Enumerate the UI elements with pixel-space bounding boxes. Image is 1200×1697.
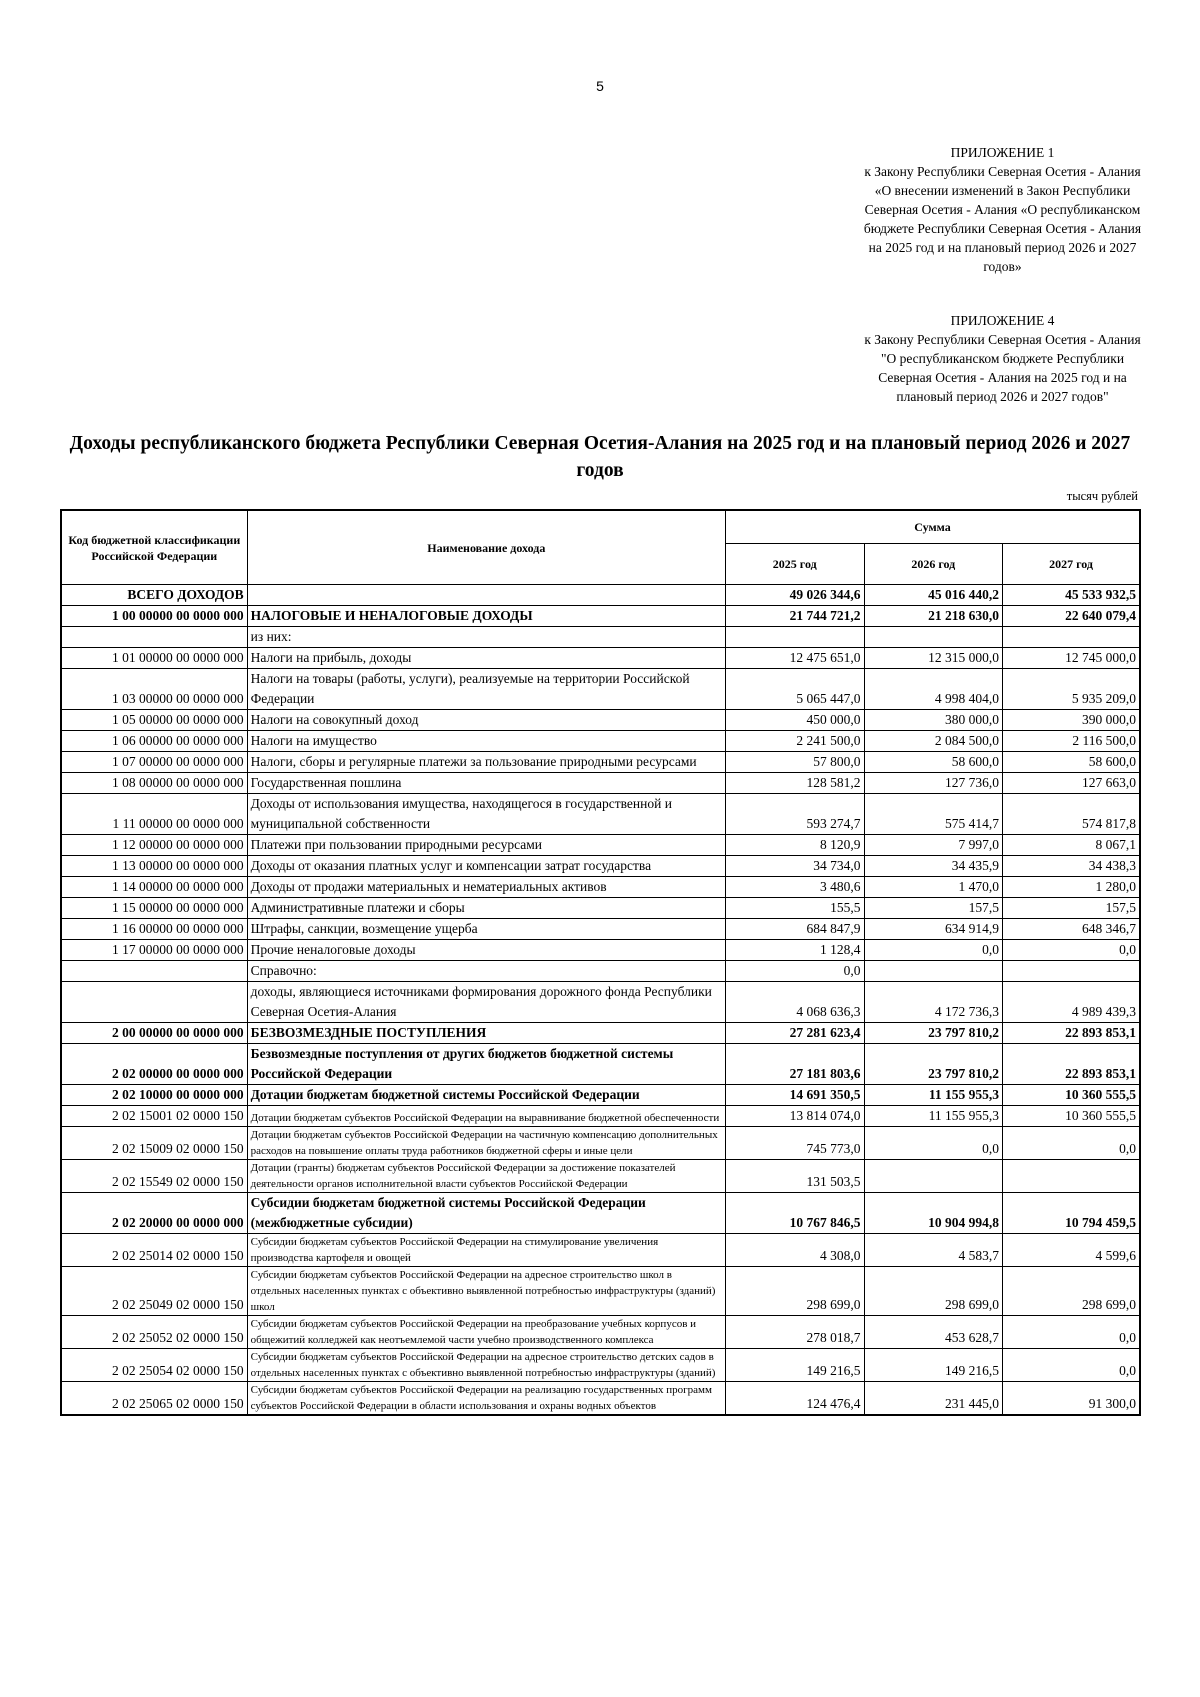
row-value-2026: 127 736,0 [864,773,1003,794]
row-value-2025: 27 181 803,6 [725,1044,864,1085]
table-row [61,648,1140,669]
row-value-2025: 12 475 651,0 [725,648,864,669]
table-row [61,731,1140,752]
table-row [61,669,1140,710]
row-code: 1 11 00000 00 0000 000 [61,794,247,835]
row-name: Налоги на совокупный доход [247,710,725,731]
row-name: Государственная пошлина [247,773,725,794]
row-code: ВСЕГО ДОХОДОВ [61,585,247,606]
row-name: Доходы от продажи материальных и нематериальных активов [247,877,725,898]
row-value-2025: 149 216,5 [725,1349,864,1382]
table-row [61,856,1140,877]
units-label: тысяч рублей [1066,489,1138,503]
row-value-2025: 684 847,9 [725,919,864,940]
row-name: НАЛОГОВЫЕ И НЕНАЛОГОВЫЕ ДОХОДЫ [247,606,725,627]
row-name: Дотации бюджетам субъектов Российской Федерации на частичную компенсацию дополнительных расходов на повышение оплаты труда работников бюджетной сферы и иные цели [247,1127,725,1160]
row-value-2027: 0,0 [1003,1127,1140,1160]
row-name: Налоги на имущество [247,731,725,752]
row-value-2025: 5 065 447,0 [725,669,864,710]
row-value-2026 [864,961,1003,982]
header-2025: 2025 год [725,544,864,585]
row-name: из них: [247,627,725,648]
row-value-2025: 450 000,0 [725,710,864,731]
row-name: БЕЗВОЗМЕЗДНЫЕ ПОСТУПЛЕНИЯ [247,1023,725,1044]
appendix-1-block [860,143,1145,276]
row-name: Прочие неналоговые доходы [247,940,725,961]
row-value-2027: 22 640 079,4 [1003,606,1140,627]
row-name: Субсидии бюджетам бюджетной системы Российской Федерации (межбюджетные субсидии) [247,1193,725,1234]
row-name: Доходы от использования имущества, находящегося в государственной и муниципальной собственности [247,794,725,835]
row-code: 2 02 15549 02 0000 150 [61,1160,247,1193]
row-code: 1 16 00000 00 0000 000 [61,919,247,940]
row-value-2025 [725,627,864,648]
table-row [61,1085,1140,1106]
row-code: 1 15 00000 00 0000 000 [61,898,247,919]
row-code: 1 14 00000 00 0000 000 [61,877,247,898]
row-value-2027: 574 817,8 [1003,794,1140,835]
table-row [61,961,1140,982]
appendix-1-text: к Закону Республики Северная Осетия - Алания «О внесении изменений в Закон Республики Северная Осетия - Алания «О республиканском бюджете Республики Северная Осетия - Алания на 2025 год и на плановый период 2026 и 2027 годов» [863,164,1142,274]
table-row [61,1349,1140,1382]
row-name: Административные платежи и сборы [247,898,725,919]
row-name [247,585,725,606]
row-value-2026: 380 000,0 [864,710,1003,731]
table-row [61,835,1140,856]
row-code: 2 02 00000 00 0000 000 [61,1044,247,1085]
row-value-2026: 2 084 500,0 [864,731,1003,752]
row-value-2026: 634 914,9 [864,919,1003,940]
row-value-2025: 27 281 623,4 [725,1023,864,1044]
table-row [61,606,1140,627]
table-row [61,877,1140,898]
table-row [61,1267,1140,1316]
row-code: 1 12 00000 00 0000 000 [61,835,247,856]
row-value-2027: 0,0 [1003,1349,1140,1382]
table-row [61,1106,1140,1127]
row-value-2025: 4 068 636,3 [725,982,864,1023]
row-value-2026 [864,627,1003,648]
row-value-2026: 298 699,0 [864,1267,1003,1316]
table-row [61,898,1140,919]
row-value-2025: 10 767 846,5 [725,1193,864,1234]
row-code: 2 00 00000 00 0000 000 [61,1023,247,1044]
table-row [61,1023,1140,1044]
row-value-2027: 10 360 555,5 [1003,1085,1140,1106]
appendix-1-heading: ПРИЛОЖЕНИЕ 1 [950,145,1055,160]
row-value-2025: 4 308,0 [725,1234,864,1267]
header-2027: 2027 год [1003,544,1140,585]
table-row [61,1160,1140,1193]
row-value-2027: 10 794 459,5 [1003,1193,1140,1234]
row-code [61,627,247,648]
row-value-2027: 12 745 000,0 [1003,648,1140,669]
row-value-2025: 2 241 500,0 [725,731,864,752]
table-row [61,710,1140,731]
row-code [61,982,247,1023]
row-value-2026: 4 998 404,0 [864,669,1003,710]
row-value-2027: 298 699,0 [1003,1267,1140,1316]
row-value-2025: 3 480,6 [725,877,864,898]
row-value-2027: 22 893 853,1 [1003,1023,1140,1044]
row-name: Субсидии бюджетам субъектов Российской Федерации на адресное строительство детских садов в отдельных населенных пунктах с объективно выявленной потребностью инфраструктуры (зданий) [247,1349,725,1382]
row-value-2027 [1003,1160,1140,1193]
row-value-2027: 8 067,1 [1003,835,1140,856]
row-value-2026: 0,0 [864,940,1003,961]
appendix-4-block [860,311,1145,406]
row-value-2025: 745 773,0 [725,1127,864,1160]
row-value-2027: 0,0 [1003,940,1140,961]
row-name: Субсидии бюджетам субъектов Российской Федерации на адресное строительство школ в отдельных населенных пунктах с объективно выявленной потребностью инфраструктуры (зданий) школ [247,1267,725,1316]
row-value-2026: 7 997,0 [864,835,1003,856]
row-code: 1 13 00000 00 0000 000 [61,856,247,877]
row-value-2025: 8 120,9 [725,835,864,856]
row-name: Налоги на прибыль, доходы [247,648,725,669]
row-value-2027: 4 599,6 [1003,1234,1140,1267]
row-value-2025: 57 800,0 [725,752,864,773]
row-name: Дотации бюджетам бюджетной системы Российской Федерации [247,1085,725,1106]
row-code: 1 08 00000 00 0000 000 [61,773,247,794]
row-value-2026 [864,1160,1003,1193]
row-value-2025: 14 691 350,5 [725,1085,864,1106]
table-row [61,773,1140,794]
row-code: 1 06 00000 00 0000 000 [61,731,247,752]
row-name: Справочно: [247,961,725,982]
appendix-4-text: к Закону Республики Северная Осетия - Алания "О республиканском бюджете Республики Северная Осетия - Алания на 2025 год и на плановый период 2026 и 2027 годов" [864,332,1141,404]
row-value-2025: 593 274,7 [725,794,864,835]
row-value-2027: 58 600,0 [1003,752,1140,773]
row-name: Безвозмездные поступления от других бюджетов бюджетной системы Российской Федерации [247,1044,725,1085]
row-value-2027: 0,0 [1003,1316,1140,1349]
row-value-2026: 157,5 [864,898,1003,919]
table-row [61,919,1140,940]
row-value-2025: 298 699,0 [725,1267,864,1316]
row-value-2027: 91 300,0 [1003,1382,1140,1416]
row-value-2027: 127 663,0 [1003,773,1140,794]
row-code: 1 03 00000 00 0000 000 [61,669,247,710]
row-value-2026: 4 583,7 [864,1234,1003,1267]
row-name: Налоги на товары (работы, услуги), реализуемые на территории Российской Федерации [247,669,725,710]
row-code: 2 02 10000 00 0000 000 [61,1085,247,1106]
row-name: Субсидии бюджетам субъектов Российской Федерации на преобразование учебных корпусов и общежитий колледжей как неотъемлемой части учебно производственного комплекса [247,1316,725,1349]
table-row [61,982,1140,1023]
row-value-2026: 23 797 810,2 [864,1044,1003,1085]
row-code: 2 02 25049 02 0000 150 [61,1267,247,1316]
row-value-2026: 149 216,5 [864,1349,1003,1382]
row-value-2026: 45 016 440,2 [864,585,1003,606]
header-code: Код бюджетной классификации Российской Федерации [61,510,247,585]
row-value-2027: 648 346,7 [1003,919,1140,940]
row-value-2027: 1 280,0 [1003,877,1140,898]
row-name: Штрафы, санкции, возмещение ущерба [247,919,725,940]
table-row [61,1193,1140,1234]
row-code [61,961,247,982]
row-value-2025: 155,5 [725,898,864,919]
row-code: 2 02 25054 02 0000 150 [61,1349,247,1382]
row-value-2025: 21 744 721,2 [725,606,864,627]
table-row [61,585,1140,606]
row-value-2027: 2 116 500,0 [1003,731,1140,752]
row-value-2027: 157,5 [1003,898,1140,919]
document-title: Доходы республиканского бюджета Республики Северная Осетия-Алания на 2025 год и на плановый период 2026 и 2027 годов [69,433,1131,481]
table-row [61,627,1140,648]
row-value-2026: 0,0 [864,1127,1003,1160]
table-row [61,1234,1140,1267]
row-value-2026: 11 155 955,3 [864,1085,1003,1106]
row-value-2025: 278 018,7 [725,1316,864,1349]
row-name: Дотации бюджетам субъектов Российской Федерации на выравнивание бюджетной обеспеченности [247,1106,725,1127]
row-value-2026: 21 218 630,0 [864,606,1003,627]
row-code: 1 07 00000 00 0000 000 [61,752,247,773]
row-name: Дотации (гранты) бюджетам субъектов Российской Федерации за достижение показателей деятельности органов исполнительной власти субъектов Российской Федерации [247,1160,725,1193]
row-value-2027: 34 438,3 [1003,856,1140,877]
page-number: 5 [596,78,604,94]
row-name: Субсидии бюджетам субъектов Российской Федерации на реализацию государственных программ субъектов Российской Федерации в области использования и охраны водных объектов [247,1382,725,1416]
row-value-2027: 4 989 439,3 [1003,982,1140,1023]
row-name: Субсидии бюджетам субъектов Российской Федерации на стимулирование увеличения производства картофеля и овощей [247,1234,725,1267]
appendix-4-heading: ПРИЛОЖЕНИЕ 4 [950,313,1055,328]
header-sum: Сумма [725,510,1140,544]
row-value-2025: 0,0 [725,961,864,982]
row-code: 1 01 00000 00 0000 000 [61,648,247,669]
table-row [61,1127,1140,1160]
row-value-2026: 12 315 000,0 [864,648,1003,669]
row-value-2025: 34 734,0 [725,856,864,877]
row-value-2027: 10 360 555,5 [1003,1106,1140,1127]
header-2026: 2026 год [864,544,1003,585]
table-row [61,752,1140,773]
table-row [61,1044,1140,1085]
row-name: Налоги, сборы и регулярные платежи за пользование природными ресурсами [247,752,725,773]
row-code: 2 02 25014 02 0000 150 [61,1234,247,1267]
row-name: доходы, являющиеся источниками формирования дорожного фонда Республики Северная Осетия-Алания [247,982,725,1023]
row-value-2025: 49 026 344,6 [725,585,864,606]
row-code: 2 02 25065 02 0000 150 [61,1382,247,1416]
row-value-2027: 22 893 853,1 [1003,1044,1140,1085]
row-value-2025: 131 503,5 [725,1160,864,1193]
row-value-2027: 5 935 209,0 [1003,669,1140,710]
row-value-2026: 231 445,0 [864,1382,1003,1416]
row-code: 1 17 00000 00 0000 000 [61,940,247,961]
row-value-2025: 124 476,4 [725,1382,864,1416]
row-code: 2 02 15009 02 0000 150 [61,1127,247,1160]
row-value-2027 [1003,961,1140,982]
row-value-2026: 11 155 955,3 [864,1106,1003,1127]
row-value-2027: 45 533 932,5 [1003,585,1140,606]
row-value-2026: 10 904 994,8 [864,1193,1003,1234]
income-table [60,509,1141,1416]
row-name: Доходы от оказания платных услуг и компенсации затрат государства [247,856,725,877]
row-value-2025: 13 814 074,0 [725,1106,864,1127]
row-value-2026: 58 600,0 [864,752,1003,773]
row-name: Платежи при пользовании природными ресурсами [247,835,725,856]
row-value-2026: 1 470,0 [864,877,1003,898]
row-value-2025: 128 581,2 [725,773,864,794]
row-code: 2 02 25052 02 0000 150 [61,1316,247,1349]
row-value-2027: 390 000,0 [1003,710,1140,731]
header-name: Наименование дохода [247,510,725,585]
row-value-2026: 23 797 810,2 [864,1023,1003,1044]
row-value-2025: 1 128,4 [725,940,864,961]
table-row [61,940,1140,961]
row-value-2026: 453 628,7 [864,1316,1003,1349]
row-code: 2 02 20000 00 0000 000 [61,1193,247,1234]
income-table-body [61,585,1140,1416]
row-value-2027 [1003,627,1140,648]
table-row [61,1382,1140,1416]
row-value-2026: 34 435,9 [864,856,1003,877]
row-value-2026: 575 414,7 [864,794,1003,835]
table-row [61,1316,1140,1349]
row-code: 1 05 00000 00 0000 000 [61,710,247,731]
table-row [61,794,1140,835]
row-code: 2 02 15001 02 0000 150 [61,1106,247,1127]
row-code: 1 00 00000 00 0000 000 [61,606,247,627]
row-value-2026: 4 172 736,3 [864,982,1003,1023]
